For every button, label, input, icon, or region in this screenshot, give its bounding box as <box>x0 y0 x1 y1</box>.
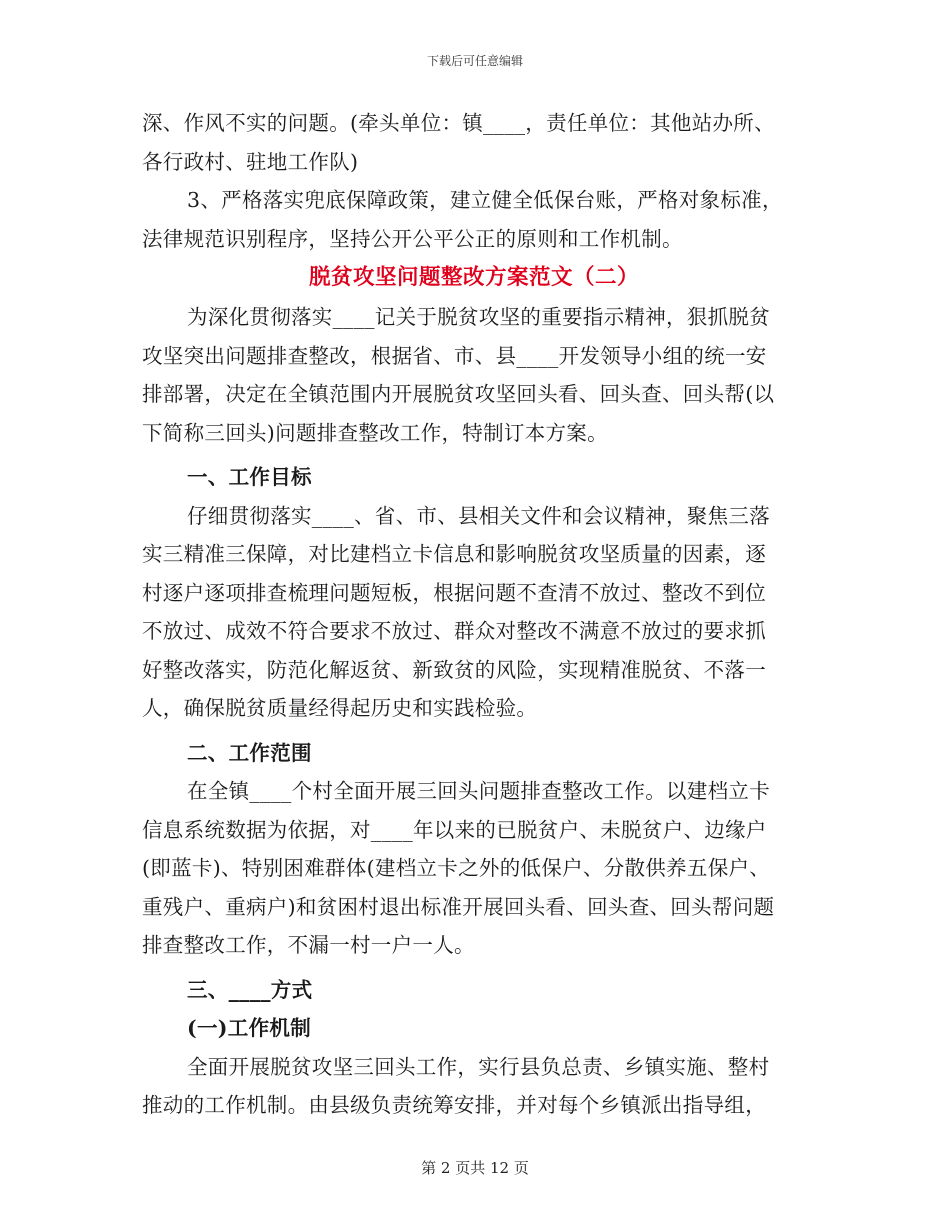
body-line: 排部署，决定在全镇范围内开展脱贫攻坚回头看、回头查、回头帮(以 <box>142 382 775 406</box>
section-title: 脱贫攻坚问题整改方案范文（二） <box>308 265 639 290</box>
paragraph-start: 仔细贯彻落实____、省、市、县相关文件和会议精神，聚焦三落 <box>187 503 770 528</box>
numbered-item: 3、严格落实兜底保障政策，建立健全低保台账，严格对象标准， <box>187 188 783 212</box>
body-line: 下简称三回头)问题排查整改工作，特制订本方案。 <box>142 420 608 445</box>
heading-goal: 一、工作目标 <box>187 465 312 489</box>
body-line: 好整改落实，防范化解返贫、新致贫的风险，实现精准脱贫、不落一 <box>142 657 766 682</box>
body-line: 人，确保脱贫质量经得起历史和实践检验。 <box>142 696 538 720</box>
body-line: 实三精准三保障，对比建档立卡信息和影响脱贫攻坚质量的因素，逐 <box>142 542 766 566</box>
body-line: 推动的工作机制。由县级负责统筹安排，并对每个乡镇派出指导组， <box>142 1093 766 1117</box>
heading-method: 三、____方式 <box>187 977 313 1002</box>
paragraph-start: 为深化贯彻落实____记关于脱贫攻坚的重要指示精神，狠抓脱贫 <box>187 305 770 329</box>
body-line: 深、作风不实的问题。(牵头单位：镇____，责任单位：其他站办所、 <box>142 111 775 135</box>
paragraph-start: 在全镇____个村全面开展三回头问题排查整改工作。以建档立卡 <box>187 779 770 803</box>
body-line: 村逐户逐项排查梳理问题短板，根据问题不查清不放过、整改不到位 <box>142 580 766 605</box>
body-line: 法律规范识别程序，坚持公开公平公正的原则和工作机制。 <box>142 226 683 251</box>
body-line: 攻坚突出问题排查整改，根据省、市、县____开发领导小组的统一安 <box>142 343 767 368</box>
subheading-mechanism: (一)工作机制 <box>187 1016 311 1040</box>
body-line: 重残户、重病户)和贫困村退出标准开展回头看、回头查、回头帮问题 <box>142 894 775 919</box>
body-line: 不放过、成效不符合要求不放过、群众对整改不满意不放过的要求抓 <box>142 619 766 643</box>
page-footer: 第 2 页共 12 页 <box>421 1159 529 1177</box>
heading-scope: 二、工作范围 <box>187 740 312 765</box>
page-header: 下载后可任意编辑 <box>426 54 523 68</box>
paragraph-start: 全面开展脱贫攻坚三回头工作，实行县负总责、乡镇实施、整村 <box>187 1054 770 1079</box>
document-body <box>142 104 806 1125</box>
body-line: 排查整改工作，不漏一村一户一人。 <box>142 933 475 957</box>
body-line: (即蓝卡)、特别困难群体(建档立卡之外的低保户、分散供养五保户、 <box>142 856 771 880</box>
body-line: 信息系统数据为依据，对____年以来的已脱贫户、未脱贫户、边缘户 <box>142 817 767 842</box>
body-line: 各行政村、驻地工作队) <box>142 149 359 174</box>
